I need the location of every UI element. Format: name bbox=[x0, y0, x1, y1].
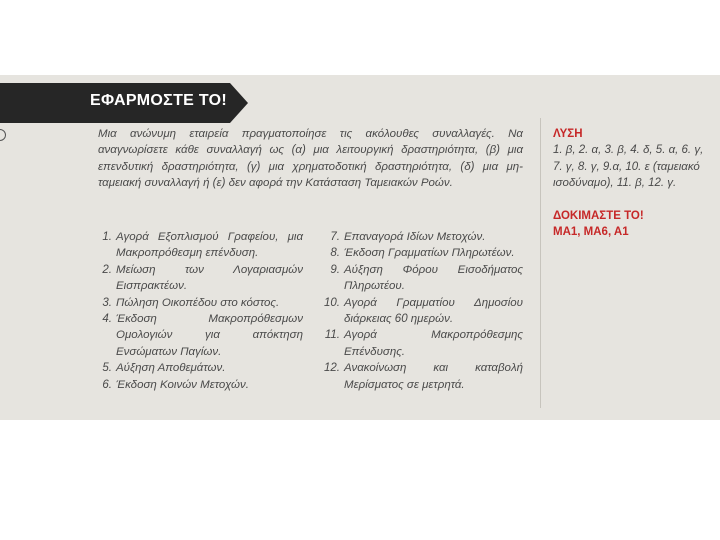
transaction-number: 9. bbox=[330, 263, 340, 276]
transaction-number: 6. bbox=[102, 378, 112, 391]
transaction-text: Αύξηση Αποθεμάτων. bbox=[116, 362, 226, 375]
transaction-text: Αγορά Μακροπρόθεσμης Επένδυσης. bbox=[344, 329, 523, 358]
transaction-item bbox=[318, 229, 523, 245]
transaction-list-left bbox=[98, 229, 303, 393]
transaction-text: Αύξηση Φόρου Εισοδήματος Πληρωτέου. bbox=[344, 263, 523, 293]
transaction-text: Έκδοση Γραμματίων Πληρωτέων. bbox=[344, 247, 515, 260]
try-it-title: ΔΟΚΙΜΑΣΤΕ ΤΟ! bbox=[553, 209, 644, 222]
transaction-item bbox=[318, 245, 523, 261]
transaction-text: Αγορά Εξοπλισμού Γραφείου, μια Μακροπρόθεσμη επένδυση. bbox=[116, 231, 303, 260]
transaction-text: Ανακοίνωση και καταβολή Μερίσματος σε μετρητά. bbox=[344, 362, 523, 391]
solution-sidebar bbox=[553, 126, 713, 240]
transaction-item bbox=[98, 311, 303, 360]
try-it-references: ΜΑ1, ΜΑ6, Α1 bbox=[553, 226, 629, 239]
transaction-number: 2. bbox=[102, 263, 112, 276]
transaction-number: 5. bbox=[102, 362, 112, 375]
transaction-item bbox=[318, 360, 523, 393]
transaction-number: 3. bbox=[102, 296, 112, 309]
transaction-number: 1. bbox=[102, 231, 112, 243]
transaction-text: Επαναγορά Ιδίων Μετοχών. bbox=[344, 231, 486, 243]
transaction-item bbox=[318, 262, 523, 295]
transaction-item bbox=[318, 327, 523, 360]
exercise-intro: Μια ανώνυμη εταιρεία πραγματοποίησε τις ακόλουθες συναλλαγές. Να αναγνωρίσετε κάθε συναλλαγή ως (α) μια λειτουργική δραστηριότητα, (β) μια επενδυτική δραστηριότητα, (γ) μια χρηματοδοτική δραστηριότητα, (δ) μια μη-ταμειακή συναλλαγή ή (ε) δεν αφορά την Κατάσταση Ταμειακών Ροών. bbox=[98, 128, 523, 190]
transaction-number: 4. bbox=[102, 313, 112, 326]
solution-title: ΛΥΣΗ bbox=[553, 128, 583, 140]
exercise-banner bbox=[0, 83, 250, 123]
transaction-text: Αγορά Γραμματίου Δημοσίου διάρκειας 60 ημερών. bbox=[344, 296, 523, 326]
transaction-item bbox=[98, 377, 303, 393]
transaction-text: Έκδοση Μακροπρόθεσμων Ομολογιών για απόκτηση Ενσώματων Παγίων. bbox=[116, 313, 303, 358]
column-divider bbox=[540, 118, 541, 408]
transaction-item bbox=[98, 295, 303, 311]
transaction-number: 10. bbox=[324, 296, 340, 309]
solution-text: 1. β, 2. α, 3. β, 4. δ, 5. α, 6. γ, 7. γ, 8. γ, 9.α, 10. ε (ταμειακό ισοδύναμο), 11. β, 12. γ. bbox=[553, 144, 704, 190]
banner-title: ΕΦΑΡΜΟΣΤΕ ΤΟ! bbox=[90, 92, 228, 109]
transaction-list-right bbox=[318, 229, 523, 393]
transaction-item bbox=[98, 360, 303, 376]
transaction-text: Μείωση των Λογαριασμών Εισπρακτέων. bbox=[116, 263, 303, 293]
transaction-text: Έκδοση Κοινών Μετοχών. bbox=[116, 378, 249, 391]
transaction-number: 12. bbox=[324, 362, 340, 375]
transaction-item bbox=[318, 295, 523, 328]
transaction-text: Πώληση Οικοπέδου στο κόστος. bbox=[116, 296, 280, 309]
transaction-number: 7. bbox=[330, 231, 340, 243]
transaction-number: 11. bbox=[324, 329, 340, 342]
transaction-item bbox=[98, 262, 303, 295]
transaction-number: 8. bbox=[330, 247, 340, 260]
transaction-item bbox=[98, 229, 303, 262]
